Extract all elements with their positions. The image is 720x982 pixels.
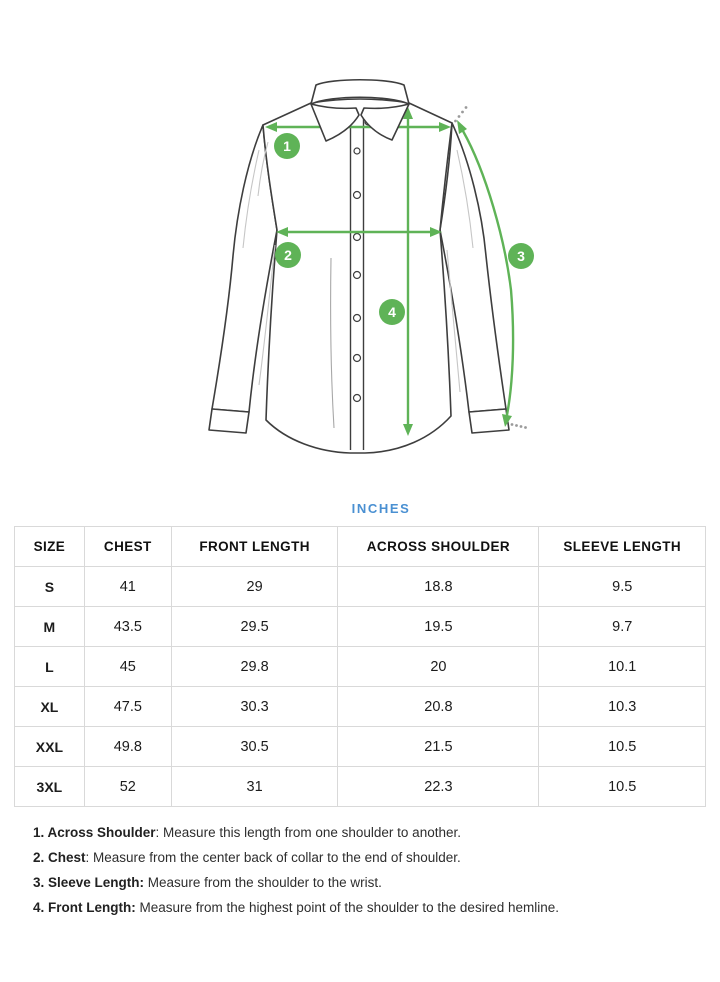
front-length-value: 29.5 bbox=[171, 607, 338, 647]
col-header-front-length: FRONT LENGTH bbox=[171, 527, 338, 567]
front-length-value: 30.3 bbox=[171, 687, 338, 727]
chest-value: 52 bbox=[84, 767, 171, 807]
note-text: Measure from the shoulder to the wrist. bbox=[144, 875, 382, 890]
note-term: 3. Sleeve Length: bbox=[33, 875, 145, 890]
table-row bbox=[15, 647, 706, 687]
note-chest bbox=[33, 845, 720, 870]
chest-value: 43.5 bbox=[84, 607, 171, 647]
size-value: S bbox=[15, 567, 85, 607]
across-shoulder-value: 21.5 bbox=[338, 727, 539, 767]
note-text: Measure from the highest point of the shoulder to the desired hemline. bbox=[135, 900, 559, 915]
sleeve-length-value: 9.7 bbox=[539, 607, 706, 647]
front-length-value: 30.5 bbox=[171, 727, 338, 767]
size-value: L bbox=[15, 647, 85, 687]
across-shoulder-value: 18.8 bbox=[338, 567, 539, 607]
shirt-measurement-diagram bbox=[0, 0, 720, 490]
front-length-value: 29.8 bbox=[171, 647, 338, 687]
sleeve-length-value: 10.1 bbox=[539, 647, 706, 687]
size-table-body bbox=[15, 567, 706, 807]
badge-across-shoulder bbox=[274, 133, 300, 159]
sleeve-length-value: 10.5 bbox=[539, 767, 706, 807]
units-label: INCHES bbox=[351, 501, 411, 516]
note-text: : Measure from the center back of collar to the end of shoulder. bbox=[85, 850, 461, 865]
across-shoulder-value: 20.8 bbox=[338, 687, 539, 727]
size-value: XL bbox=[15, 687, 85, 727]
table-row bbox=[15, 687, 706, 727]
note-sleeve-length bbox=[33, 870, 720, 895]
sleeve-length-value: 10.5 bbox=[539, 727, 706, 767]
table-row bbox=[15, 567, 706, 607]
size-value: M bbox=[15, 607, 85, 647]
badge-sleeve-length bbox=[508, 243, 534, 269]
table-row bbox=[15, 607, 706, 647]
table-row bbox=[15, 767, 706, 807]
sleeve-length-value: 9.5 bbox=[539, 567, 706, 607]
badge-number-1: 1 bbox=[283, 138, 291, 154]
badge-chest bbox=[275, 242, 301, 268]
note-front-length bbox=[33, 895, 720, 920]
chest-value: 45 bbox=[84, 647, 171, 687]
sleeve-length-value: 10.3 bbox=[539, 687, 706, 727]
left-cuff bbox=[209, 409, 249, 433]
header-row bbox=[15, 527, 706, 567]
across-shoulder-value: 19.5 bbox=[338, 607, 539, 647]
size-table bbox=[14, 526, 706, 807]
note-text: : Measure this length from one shoulder to another. bbox=[155, 825, 461, 840]
badge-front-length bbox=[379, 299, 405, 325]
badge-number-2: 2 bbox=[284, 247, 292, 263]
across-shoulder-value: 22.3 bbox=[338, 767, 539, 807]
col-header-sleeve-length: SLEEVE LENGTH bbox=[539, 527, 706, 567]
chest-value: 41 bbox=[84, 567, 171, 607]
across-shoulder-value: 20 bbox=[338, 647, 539, 687]
right-cuff bbox=[469, 409, 509, 433]
col-header-chest: CHEST bbox=[84, 527, 171, 567]
front-length-value: 29 bbox=[171, 567, 338, 607]
col-header-size: SIZE bbox=[15, 527, 85, 567]
note-term: 1. Across Shoulder bbox=[33, 825, 156, 840]
size-value: XXL bbox=[15, 727, 85, 767]
size-value: 3XL bbox=[15, 767, 85, 807]
badge-number-4: 4 bbox=[388, 304, 396, 320]
chest-value: 47.5 bbox=[84, 687, 171, 727]
badge-number-3: 3 bbox=[517, 248, 525, 264]
note-term: 4. Front Length: bbox=[33, 900, 136, 915]
note-across-shoulder bbox=[33, 820, 720, 845]
size-table-header bbox=[15, 527, 706, 567]
col-header-across-shoulder: ACROSS SHOULDER bbox=[338, 527, 539, 567]
chest-value: 49.8 bbox=[84, 727, 171, 767]
measurement-notes bbox=[33, 820, 720, 920]
right-sleeve bbox=[440, 123, 506, 412]
table-row bbox=[15, 727, 706, 767]
front-length-value: 31 bbox=[171, 767, 338, 807]
note-term: 2. Chest bbox=[33, 850, 86, 865]
